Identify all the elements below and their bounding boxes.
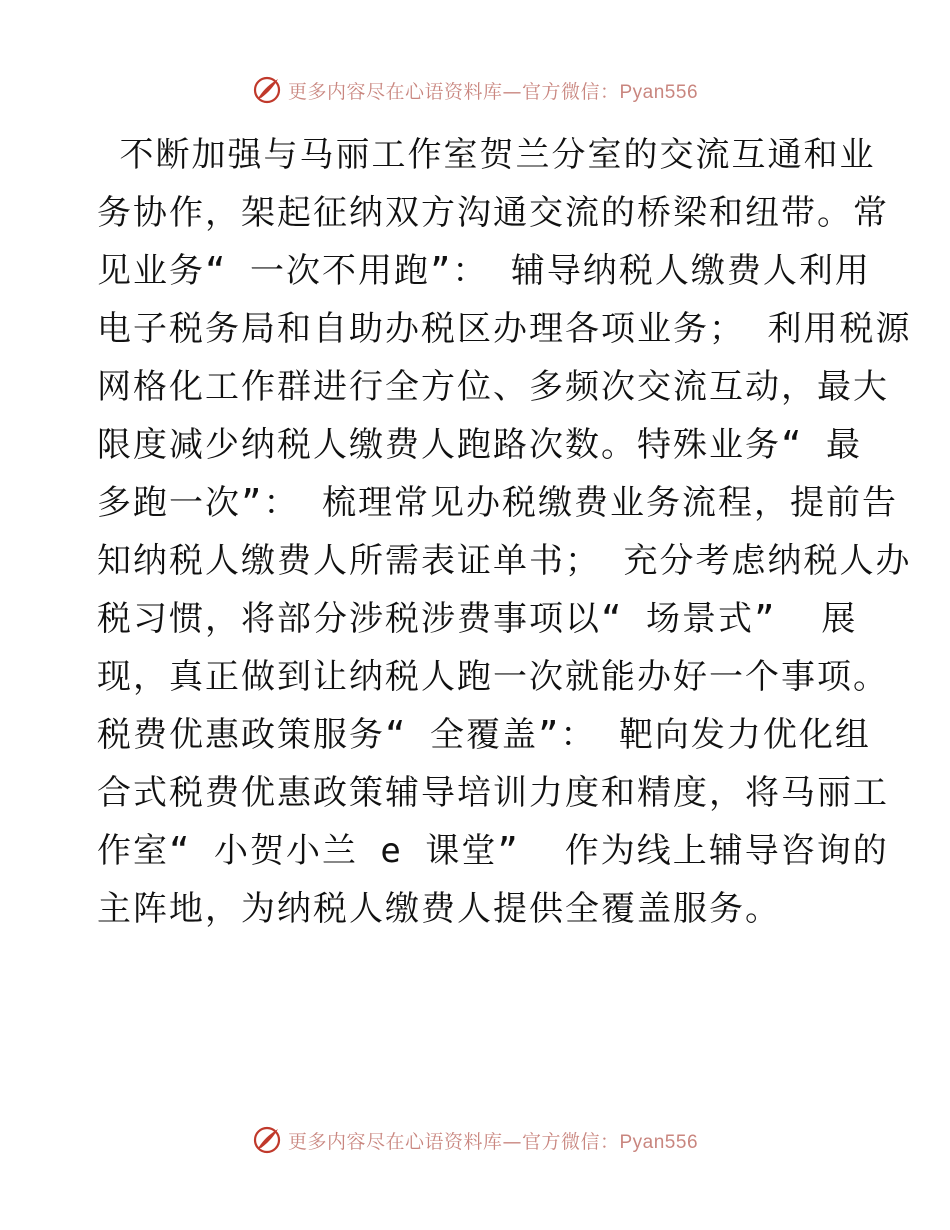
body-line: 知纳税人缴费人所需表证单书； 充分考虑纳税人办 (97, 541, 912, 581)
body-line: 限度减少纳税人缴费人跑路次数。特殊业务“ 最 (97, 425, 862, 465)
banner-caption: 更多内容尽在心语资料库—官方微信： (287, 1130, 620, 1153)
footer-banner (0, 1120, 950, 1160)
banner-caption: 更多内容尽在心语资料库—官方微信： (287, 80, 620, 103)
body-line: 税费优惠政策服务“ 全覆盖”： 靶向发力优化组 (97, 715, 871, 755)
body-line: 税习惯，将部分涉税涉费事项以“ 场景式” 展 (97, 599, 858, 639)
header-banner (0, 70, 950, 110)
body-line: 主阵地，为纳税人缴费人提供全覆盖服务。 (97, 889, 781, 929)
body-line: 务协作，架起征纳双方沟通交流的桥梁和纽带。常 (97, 193, 889, 233)
body-line: 见业务“ 一次不用跑”： 辅导纳税人缴费人利用 (97, 251, 871, 291)
body-line: 不断加强与马丽工作室贺兰分室的交流互通和业 (97, 135, 876, 175)
banner-text (288, 1127, 698, 1154)
quill-pen-logo-icon (252, 1125, 282, 1155)
body-line: 现，真正做到让纳税人跑一次就能办好一个事项。 (97, 657, 889, 697)
body-line: 合式税费优惠政策辅导培训力度和精度，将马丽工 (97, 773, 889, 813)
body-line: 电子税务局和自助办税区办理各项业务； 利用税源 (97, 309, 912, 349)
body-line: 作室“ 小贺小兰 e 课堂” 作为线上辅导咨询的 (97, 831, 889, 871)
banner-wechat-id: Pyan556 (619, 1131, 699, 1153)
body-line: 网格化工作群进行全方位、多频次交流互动，最大 (97, 367, 889, 407)
banner-wechat-id: Pyan556 (619, 81, 699, 103)
document-body (97, 126, 912, 938)
banner-text (288, 77, 698, 104)
body-line: 多跑一次”： 梳理常见办税缴费业务流程，提前告 (97, 483, 898, 523)
quill-pen-logo-icon (252, 75, 282, 105)
